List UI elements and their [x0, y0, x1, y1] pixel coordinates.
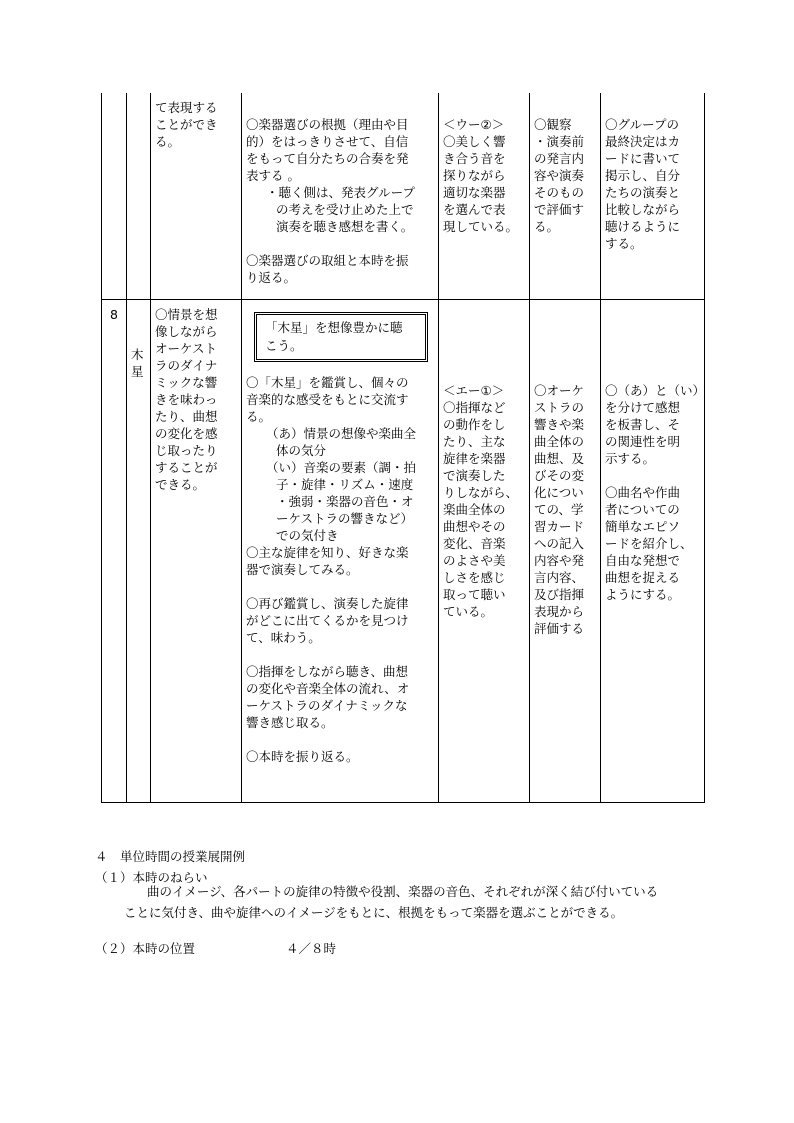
theme-cell: [127, 93, 151, 299]
box-line: こう。: [265, 337, 303, 353]
criteria-line: 〇美しく響: [443, 134, 506, 149]
position-value: ４／８時: [286, 941, 337, 956]
method-line: そのもの: [534, 185, 585, 200]
goal-cell: [151, 299, 242, 802]
method-line: 容や演奏: [534, 168, 585, 183]
criteria-line: 適切な楽器: [443, 185, 506, 200]
support-line: 最終決定はカ: [605, 134, 681, 149]
activity-sub-line: の考えを受け止めた上で: [276, 202, 414, 217]
method-line: 言内容、: [534, 569, 585, 585]
activity-sub-line: ・聴く側は、発表グループ: [266, 185, 416, 200]
activity-sub-line: ・強弱・楽器の音色・オ: [276, 493, 414, 509]
criteria-line: 現している。: [443, 219, 519, 234]
theme-char: 星: [131, 363, 144, 379]
criteria-line: 〇指揮など: [443, 399, 506, 415]
activity-line: 〇再び鑑賞し、演奏した旋律: [246, 595, 409, 611]
method-line: びその変: [534, 467, 585, 483]
method-line: への記入: [534, 535, 585, 551]
criteria-line: 取って聴い: [443, 586, 506, 602]
method-cell: [530, 93, 601, 299]
goal-line: 像しながら: [155, 323, 218, 339]
support-cell: [601, 299, 705, 802]
theme-char: 木: [131, 346, 144, 362]
support-line: 聴けるように: [605, 219, 681, 234]
criteria-line: 曲想やその: [443, 518, 506, 534]
goal-line: ラのダイナ: [155, 357, 218, 373]
support-line: ードに書いて: [605, 151, 681, 166]
activity-line: をもって自分たちの合奏を発: [246, 151, 409, 166]
support-cell: [601, 93, 705, 299]
activity-line: 響き感じ取る。: [246, 714, 334, 730]
goal-line: ミックな響: [155, 374, 218, 390]
lesson-plan-table: [101, 93, 705, 803]
criteria-line: で演奏した: [443, 467, 506, 483]
activity-line: 〇「木星」を鑑賞し、個々の: [246, 374, 409, 390]
activity-line: 表する 。: [246, 168, 300, 183]
support-line: 示する。: [605, 450, 656, 466]
method-line: 〇観察: [534, 117, 572, 132]
criteria-line: のよさや美: [443, 552, 506, 568]
activity-sub-line: 子・旋律・リズム・速度: [276, 476, 414, 492]
method-line: 〇オーケ: [534, 382, 585, 398]
activity-line: 音楽的な感受をもとに交流す: [246, 391, 409, 407]
goal-line: て表現する: [155, 100, 218, 115]
section-heading: ４ 単位時間の授業展開例: [95, 849, 246, 864]
activity-line: 〇楽器選びの根拠（理由や目: [246, 117, 409, 132]
support-line: 〇曲名や作曲: [605, 484, 681, 500]
support-line: 〇グループの: [605, 117, 680, 132]
activity-sub-line: 演奏を聴き感想を書く。: [276, 219, 414, 234]
goal-line: ことができ: [155, 117, 218, 132]
support-line: たちの演奏と: [605, 185, 681, 200]
criteria-line: 旋律を楽器: [443, 450, 506, 466]
goal-line: る。: [155, 134, 181, 149]
criteria-line: 探りながら: [443, 168, 506, 183]
criteria-line: 変化、音楽: [443, 535, 506, 551]
criteria-line: ている。: [443, 603, 494, 619]
lesson-number-cell: [102, 93, 127, 299]
method-line: 曲想、及: [534, 450, 585, 466]
criteria-cell: [439, 93, 530, 299]
activity-sub-line: での気付き: [276, 527, 339, 543]
activity-sub-line: （い）音楽の要素（調・拍: [266, 459, 417, 475]
activity-line: て、味わう。: [246, 629, 321, 645]
table-row-continued: [102, 93, 705, 299]
method-line: 曲全体の: [534, 433, 585, 449]
goal-line: きを味わっ: [155, 391, 218, 407]
goal-cell: [151, 93, 242, 299]
lesson-theme-box: [254, 312, 428, 362]
method-line: る。: [534, 219, 560, 234]
criteria-line: ＜ウー②＞: [443, 117, 505, 132]
method-line: 響きや楽: [534, 416, 585, 432]
support-line: 掲示し、自分: [605, 168, 681, 183]
goal-line: できる。: [155, 476, 206, 492]
support-line: の関連性を明: [605, 433, 681, 449]
method-line: ストラの: [534, 399, 585, 415]
support-line: ようにする。: [605, 586, 681, 602]
theme-cell: [127, 299, 151, 802]
criteria-line: しさを感じ: [443, 569, 506, 585]
method-line: ての、学: [534, 501, 584, 517]
goal-line: じ取ったり: [155, 442, 218, 458]
activity-line: 的）をはっきりさせて、自信: [246, 134, 409, 149]
support-line: 比較しながら: [605, 202, 681, 217]
activity-cell: [242, 299, 439, 802]
criteria-line: たり、主な: [443, 433, 506, 449]
goal-line: たり、曲想: [155, 408, 218, 424]
goal-line: 〇情景を想: [155, 306, 218, 322]
method-cell: [530, 299, 601, 802]
support-line: 者についての: [605, 501, 680, 517]
method-line: 化につい: [534, 484, 584, 500]
activity-line: 器で演奏してみる。: [246, 561, 359, 577]
aim-label: （１）本時のねらい: [95, 870, 208, 885]
support-line: ードを紹介し、: [605, 535, 693, 551]
activity-line: 〇指揮をしながら聴き、曲想: [246, 663, 409, 679]
table-row-lesson-8: [102, 299, 705, 802]
criteria-cell: [439, 299, 530, 802]
activity-line: 〇主な旋律を知り、好きな楽: [246, 544, 409, 560]
method-line: 評価する: [534, 620, 585, 636]
method-line: で評価す: [534, 202, 585, 217]
box-line: 「木星」を想像豊かに聴: [265, 319, 403, 335]
support-line: 〇（あ）と（い）: [605, 382, 706, 398]
goal-line: することが: [155, 459, 218, 475]
goal-line: の変化を感: [155, 425, 218, 441]
criteria-line: ＜エー①＞: [443, 382, 505, 398]
support-line: 簡単なエピソ: [605, 518, 681, 534]
aim-text-line-1: 曲のイメージ、各パートの旋律の特徴や役割、楽器の音色、それぞれが深く結び付いている: [147, 884, 659, 899]
support-line: を板書し、そ: [605, 416, 681, 432]
activity-line: り返る。: [246, 270, 297, 285]
method-line: 及び指揮: [534, 586, 585, 602]
criteria-line: りしながら、: [443, 484, 519, 500]
activity-line: 〇本時を振り返る。: [246, 748, 359, 764]
criteria-line: き合う音を: [443, 151, 506, 166]
activity-line: がどこに出てくるかを見つけ: [246, 612, 409, 628]
criteria-line: の動作をし: [443, 416, 506, 432]
activity-line: 〇楽器選びの取組と本時を振: [246, 253, 409, 268]
method-line: の発言内: [534, 151, 585, 166]
goal-line: オーケスト: [155, 340, 218, 356]
criteria-line: を選んで表: [443, 202, 506, 217]
activity-cell: [242, 93, 439, 299]
activity-sub-line: ーケストラの響きなど）: [276, 510, 414, 526]
position-label: （２）本時の位置: [95, 941, 196, 956]
lesson-number: 8: [110, 306, 118, 322]
lesson-number-cell: [102, 299, 127, 802]
method-line: 表現から: [534, 603, 585, 619]
activity-line: ーケストラのダイナミックな: [246, 697, 408, 713]
method-line: 習カード: [534, 518, 585, 534]
support-line: 曲想を捉える: [605, 569, 681, 585]
support-line: 自由な発想で: [605, 552, 681, 568]
activity-line: の変化や音楽全体の流れ、オ: [246, 680, 410, 696]
aim-text-line-2: ことに気付き、曲や旋律へのイメージをもとに、根拠をもって楽器を選ぶことができる。: [124, 905, 624, 920]
support-line: を分けて感想: [605, 399, 681, 415]
criteria-line: 楽曲全体の: [443, 501, 506, 517]
activity-sub-line: （あ）情景の想像や楽曲全: [266, 425, 417, 441]
activity-line: る。: [246, 408, 272, 424]
method-line: 内容や発: [534, 552, 585, 568]
support-line: する。: [605, 236, 643, 251]
method-line: ・演奏前: [534, 134, 585, 149]
activity-sub-line: 体の気分: [276, 442, 327, 458]
